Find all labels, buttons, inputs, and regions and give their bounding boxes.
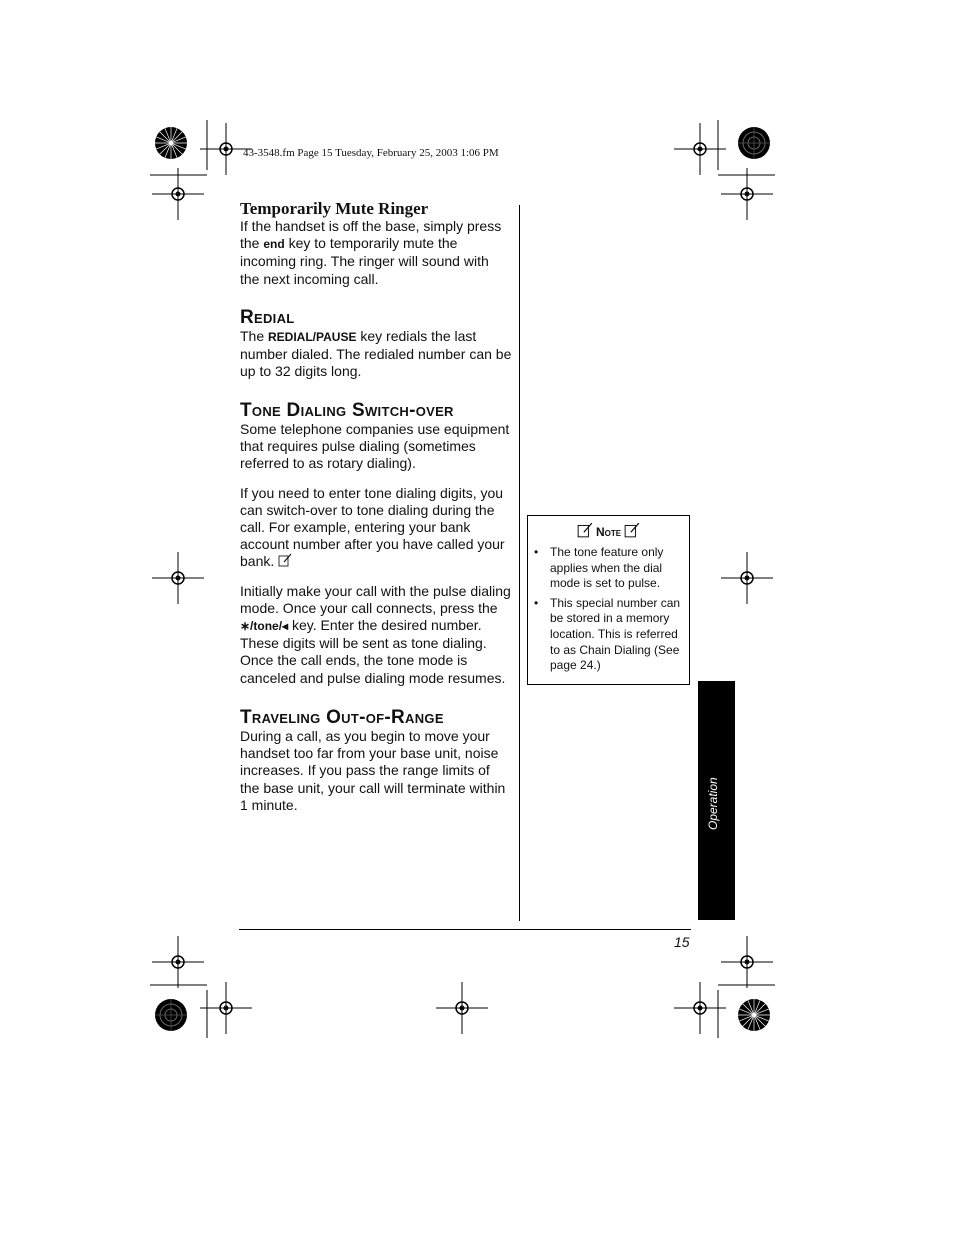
note-pencil-icon	[278, 553, 292, 567]
tone-para-1: Some telephone companies use equipment that requires pulse dialing (sometimes referred to as rotary dialing).	[240, 421, 510, 472]
mute-body-text-1: If the handset is off the base, simply press the	[240, 218, 502, 252]
bullet: •	[534, 545, 539, 559]
redial-body-text-1: The	[240, 328, 269, 344]
mute-body-text-2: key to temporarily mute the incoming ring. The ringer will sound with the next incoming call.	[240, 235, 489, 287]
note-item-text: The tone feature only applies when the dial mode is set to pulse.	[550, 545, 664, 591]
section-title-mute: Temporarily Mute Ringer	[240, 199, 429, 218]
section-title-range: Traveling Out-of-Range	[240, 707, 444, 728]
side-tab-label: Operation	[706, 777, 720, 830]
section-title-tone: Tone Dialing Switch-over	[240, 400, 454, 421]
redial-body-text-2: key redials the last number dialed. The redialed number can be up to 32 digits long.	[240, 328, 512, 380]
bullet: •	[534, 595, 539, 610]
section-out-of-range	[240, 708, 512, 814]
note-list	[534, 545, 686, 678]
redial-body	[240, 328, 512, 381]
section-tone-dialing	[240, 401, 512, 687]
tone-para-3-text-b: key. Enter the desired number. These digits will be sent as tone dialing. Once the call ends, the tone mode is canceled and pulse dialing mode resumes.	[240, 617, 506, 686]
note-pencil-icon-left	[577, 522, 593, 538]
note-header	[528, 522, 689, 539]
tone-key-label: ∗/tone/◂	[240, 619, 289, 634]
tone-para-3-text-a: Initially make your call with the pulse dialing mode. Once your call connects, press the	[240, 582, 511, 616]
section-redial	[240, 308, 512, 381]
note-item	[534, 596, 686, 674]
tone-para-2	[240, 485, 512, 571]
file-info-header: 43-3548.fm Page 15 Tuesday, February 25, 2003 1:06 PM	[243, 147, 499, 159]
section-title-redial: Redial	[240, 307, 295, 328]
redial-pause-key-label: REDIAL/PAUSE	[268, 330, 357, 344]
note-pencil-icon-right	[624, 522, 640, 538]
footer-rule	[239, 929, 691, 930]
section-mute-ringer	[240, 200, 512, 288]
page-number: 15	[674, 934, 690, 950]
end-key-label: end	[263, 237, 285, 252]
column-divider	[519, 205, 520, 921]
note-item	[534, 545, 686, 592]
note-item-text: This special number can be stored in a memory location. This is referred to as Chain Dialing (See page 24.)	[550, 595, 681, 673]
range-body: During a call, as you begin to move your handset too far from your base unit, noise increases. If you pass the range limits of the base unit, your call will terminate within 1 minute.	[240, 728, 506, 813]
note-box	[527, 515, 690, 685]
mute-body	[240, 218, 512, 288]
note-title: Note	[595, 525, 622, 539]
tone-para-3	[240, 583, 512, 687]
tone-para-2-text: If you need to enter tone dialing digits, you can switch-over to tone dialing during the call. For example, entering your bank account number after you have called your bank.	[240, 484, 505, 570]
